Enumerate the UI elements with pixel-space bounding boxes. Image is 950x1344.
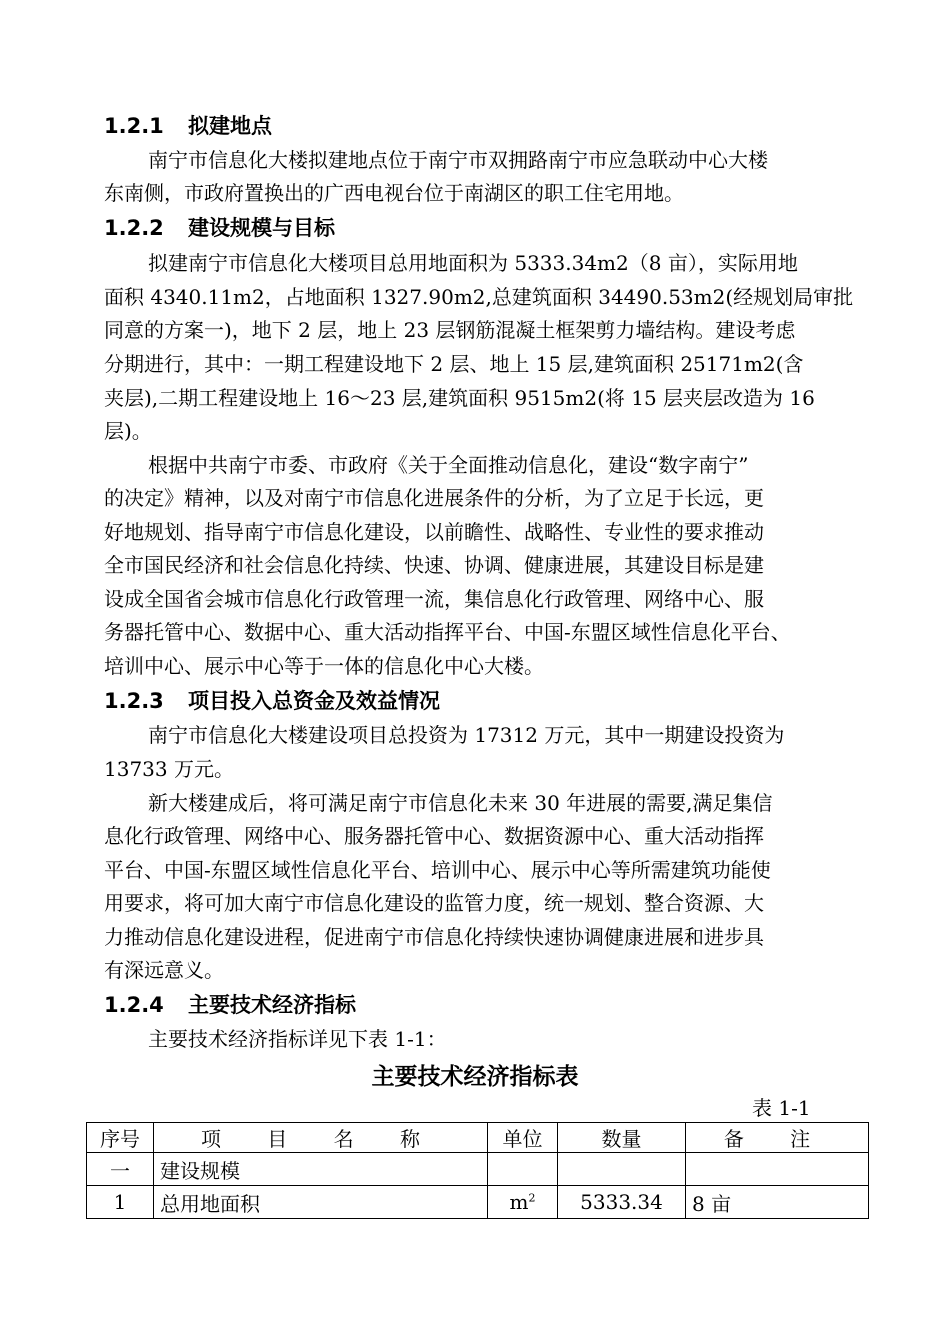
paragraph-line: 南宁市信息化大楼拟建地点位于南宁市双拥路南宁市应急联动中心大楼 xyxy=(148,148,768,172)
cell-index: 一 xyxy=(87,1153,154,1186)
cell-unit xyxy=(488,1153,558,1186)
paragraph-line: 层)。 xyxy=(104,419,152,443)
header-item-name: 项 目 名 称 xyxy=(154,1123,488,1153)
table-title: 主要技术经济指标表 xyxy=(371,1064,579,1090)
paragraph-line: 息化行政管理、网络中心、服务器托管中心、数据资源中心、重大活动指挥 xyxy=(104,824,764,848)
table-number: 表 1-1 xyxy=(752,1096,811,1120)
paragraph-line: 13733 万元。 xyxy=(104,757,234,781)
paragraph-line: 务器托管中心、数据中心、重大活动指挥平台、中国-东盟区域性信息化平台、 xyxy=(104,620,791,644)
paragraph-line: 拟建南宁市信息化大楼项目总用地面积为 5333.34m2（8 亩），实际用地 xyxy=(148,251,798,275)
paragraph-line: 好地规划、指导南宁市信息化建设，以前瞻性、战略性、专业性的要求推动 xyxy=(104,520,764,544)
paragraph-line: 平台、中国-东盟区域性信息化平台、培训中心、展示中心等所需建筑功能使 xyxy=(104,858,771,882)
paragraph-line: 有深远意义。 xyxy=(104,958,224,982)
header-remarks: 备 注 xyxy=(686,1123,869,1153)
table-row xyxy=(87,1186,869,1219)
header-quantity: 数量 xyxy=(558,1123,686,1153)
table-row xyxy=(87,1153,869,1186)
paragraph-line: 南宁市信息化大楼建设项目总投资为 17312 万元，其中一期建设投资为 xyxy=(148,723,785,747)
cell-item-name: 总用地面积 xyxy=(154,1186,488,1219)
header-unit: 单位 xyxy=(488,1123,558,1153)
paragraph-line: 的决定》精神，以及对南宁市信息化进展条件的分析，为了立足于长远，更 xyxy=(104,486,764,510)
paragraph-line: 设成全国省会城市信息化行政管理一流，集信息化行政管理、网络中心、服 xyxy=(104,587,764,611)
header-index: 序号 xyxy=(87,1123,154,1153)
cell-remarks: 8 亩 xyxy=(686,1186,869,1219)
paragraph-line: 分期进行，其中：一期工程建设地下 2 层、地上 15 层,建筑面积 25171m2(含 xyxy=(104,352,804,376)
paragraph-line: 夹层),二期工程建设地上 16～23 层,建筑面积 9515m2(将 15 层夹层改造为 16 xyxy=(104,386,815,410)
paragraph-line: 新大楼建成后，将可满足南宁市信息化未来 30 年进展的需要,满足集信 xyxy=(148,791,773,815)
cell-index: 1 xyxy=(87,1186,154,1219)
unit-superscript: 2 xyxy=(528,1191,536,1205)
section-heading-1-2-3: 1.2.3 项目投入总资金及效益情况 xyxy=(104,689,440,713)
paragraph-line: 力推动信息化建设进程，促进南宁市信息化持续快速协调健康进展和进步具 xyxy=(104,925,764,949)
paragraph-line: 用要求，将可加大南宁市信息化建设的监管力度，统一规划、整合资源、大 xyxy=(104,891,764,915)
paragraph-line: 同意的方案一)，地下 2 层，地上 23 层钢筋混凝土框架剪力墙结构。建设考虑 xyxy=(104,318,796,342)
paragraph-line: 培训中心、展示中心等于一体的信息化中心大楼。 xyxy=(104,654,544,678)
paragraph-line: 东南侧，市政府置换出的广西电视台位于南湖区的职工住宅用地。 xyxy=(104,181,684,205)
cell-item-name: 建设规模 xyxy=(154,1153,488,1186)
unit-base: m xyxy=(509,1190,529,1214)
paragraph-line: 全市国民经济和社会信息化持续、快速、协调、健康进展，其建设目标是建 xyxy=(104,553,764,577)
indicator-table xyxy=(86,1122,869,1219)
table-header-row xyxy=(87,1123,869,1153)
section-heading-1-2-2: 1.2.2 建设规模与目标 xyxy=(104,216,335,240)
paragraph-line: 根据中共南宁市委、市政府《关于全面推动信息化，建设“数字南宁” xyxy=(148,453,749,477)
section-heading-1-2-4: 1.2.4 主要技术经济指标 xyxy=(104,993,356,1017)
paragraph-line: 面积 4340.11m2，占地面积 1327.90m2,总建筑面积 34490.53m2(经规划局审批 xyxy=(104,285,854,309)
cell-quantity xyxy=(558,1153,686,1186)
cell-unit xyxy=(488,1186,558,1219)
cell-quantity: 5333.34 xyxy=(558,1186,686,1219)
cell-remarks xyxy=(686,1153,869,1186)
section-heading-1-2-1: 1.2.1 拟建地点 xyxy=(104,114,272,138)
paragraph-line: 主要技术经济指标详见下表 1-1： xyxy=(148,1027,447,1051)
